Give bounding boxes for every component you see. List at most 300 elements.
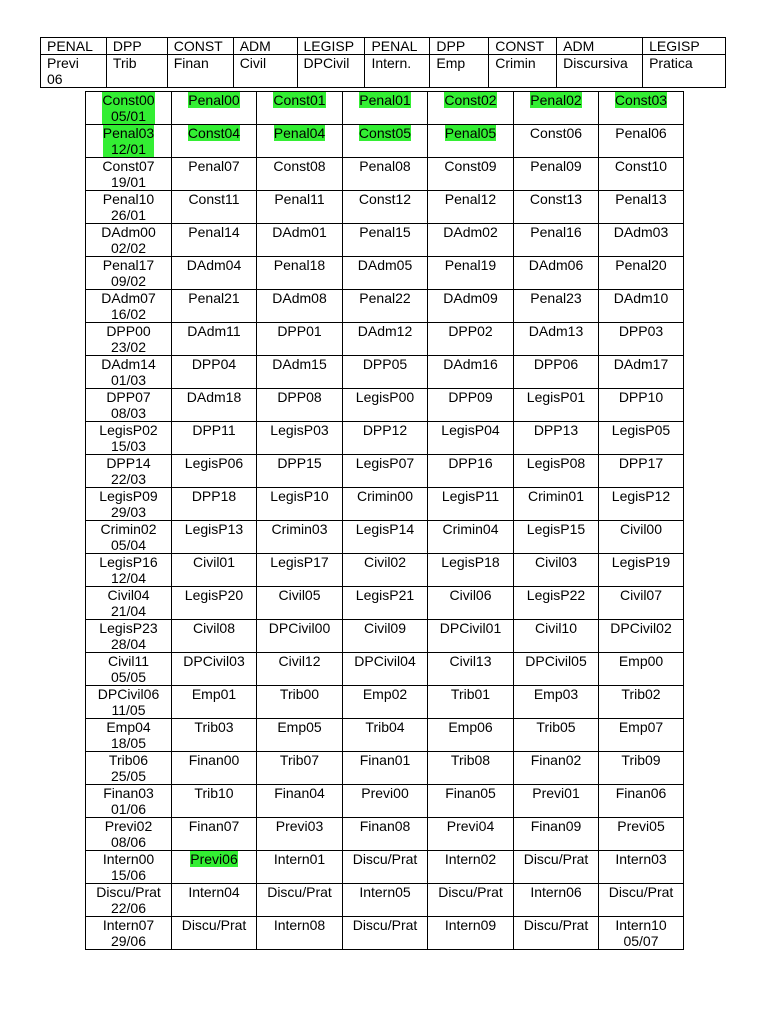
lesson-label: Emp06 (448, 719, 493, 735)
schedule-cell (428, 323, 514, 356)
schedule-row (86, 455, 684, 488)
schedule-cell (343, 620, 428, 653)
schedule-cell (257, 686, 343, 719)
schedule-cell (514, 521, 599, 554)
lesson-label: DPCivil00 (268, 620, 331, 636)
header-secondary-cell (557, 55, 643, 88)
header-secondary-text: Crimin (495, 55, 536, 71)
lesson-label: Discu/Prat (523, 851, 589, 867)
schedule-row (86, 92, 684, 125)
lesson-label: Const00 (102, 92, 155, 108)
lesson-label: LegisP11 (441, 488, 500, 504)
lesson-label: LegisP21 (355, 587, 415, 603)
lesson-label: DAdm10 (613, 290, 669, 306)
lesson-label: DAdm09 (443, 290, 498, 306)
lesson-label: LegisP08 (526, 455, 586, 471)
lesson-label: DPP14 (106, 455, 151, 471)
header-subject-cell: PENAL (41, 38, 107, 55)
schedule-cell (257, 521, 343, 554)
header-subject-cell: ADM (557, 38, 643, 55)
schedule-row (86, 356, 684, 389)
lesson-label: Previ05 (617, 818, 665, 834)
week-date: 22/03 (110, 471, 147, 487)
schedule-cell (514, 917, 599, 950)
header-secondary-cell (41, 55, 107, 88)
schedule-cell (514, 356, 599, 389)
lesson-label: DAdm17 (613, 356, 669, 372)
lesson-label: Civil12 (278, 653, 321, 669)
lesson-label: LegisP13 (184, 521, 244, 537)
schedule-cell (599, 422, 684, 455)
lesson-label: Penal15 (359, 224, 411, 240)
week-date: 02/02 (110, 240, 147, 256)
schedule-cell (428, 356, 514, 389)
lesson-label: Const12 (358, 191, 412, 207)
week-date: 05/04 (110, 537, 147, 553)
schedule-row (86, 488, 684, 521)
lesson-label: DPP00 (106, 323, 151, 339)
lesson-label: DAdm15 (272, 356, 327, 372)
lesson-label: Trib10 (194, 785, 234, 801)
lesson-label: LegisP02 (99, 422, 158, 438)
schedule-cell (86, 191, 172, 224)
schedule-cell (86, 587, 172, 620)
schedule-cell (257, 752, 343, 785)
schedule-cell (86, 719, 172, 752)
lesson-label: Intern09 (444, 917, 497, 933)
schedule-cell (257, 422, 343, 455)
schedule-cell (257, 356, 343, 389)
schedule-row (86, 191, 684, 224)
schedule-cell (257, 620, 343, 653)
lesson-label: Finan09 (530, 818, 582, 834)
week-date: 29/06 (110, 933, 147, 949)
lesson-label: Const07 (102, 158, 155, 174)
lesson-label: Penal08 (359, 158, 411, 174)
schedule-cell (257, 92, 343, 125)
lesson-label: DAdm14 (101, 356, 156, 372)
lesson-label: DPP08 (277, 389, 322, 405)
schedule-cell (86, 158, 172, 191)
lesson-label: DPP04 (191, 356, 237, 372)
lesson-label: DPP01 (277, 323, 322, 339)
schedule-cell (514, 884, 599, 917)
lesson-label: Civil11 (108, 653, 149, 669)
lesson-label: Finan06 (615, 785, 667, 801)
lesson-label: Civil02 (363, 554, 406, 570)
lesson-label: DPP07 (106, 389, 151, 405)
lesson-label: Civil09 (363, 620, 406, 636)
schedule-cell (599, 488, 684, 521)
schedule-cell (343, 356, 428, 389)
lesson-label: Const13 (529, 191, 583, 207)
week-date: 01/03 (110, 372, 147, 388)
lesson-label: Discu/Prat (352, 851, 418, 867)
schedule-cell (257, 455, 343, 488)
schedule-cell (343, 125, 428, 158)
schedule-cell (514, 191, 599, 224)
lesson-label: Penal04 (273, 125, 326, 141)
schedule-cell (172, 191, 257, 224)
lesson-label: Finan07 (188, 818, 240, 834)
header-subject-cell: PENAL (365, 38, 430, 55)
schedule-row (86, 917, 684, 950)
lesson-label: Trib08 (450, 752, 491, 768)
schedule-cell (428, 389, 514, 422)
schedule-cell (257, 125, 343, 158)
schedule-cell (428, 125, 514, 158)
schedule-cell (172, 719, 257, 752)
schedule-cell (514, 488, 599, 521)
lesson-label: Discu/Prat (267, 884, 332, 900)
header-secondary-cell (365, 55, 430, 88)
schedule-cell (599, 719, 684, 752)
lesson-label: DAdm18 (186, 389, 242, 405)
schedule-cell (599, 224, 684, 257)
lesson-label: Penal01 (359, 92, 411, 108)
lesson-label: Trib01 (450, 686, 491, 702)
lesson-label: Emp00 (618, 653, 664, 669)
schedule-cell (86, 917, 172, 950)
lesson-label: Penal06 (615, 125, 667, 141)
lesson-label: Civil03 (534, 554, 577, 570)
schedule-cell (428, 785, 514, 818)
lesson-label: Discu/Prat (96, 884, 161, 900)
schedule-cell (514, 818, 599, 851)
schedule-cell (86, 521, 172, 554)
lesson-label: Const08 (273, 158, 326, 174)
schedule-cell (514, 752, 599, 785)
schedule-cell (514, 785, 599, 818)
schedule-cell (257, 917, 343, 950)
header-subject-cell: ADM (233, 38, 297, 55)
schedule-cell (428, 488, 514, 521)
schedule-cell (343, 422, 428, 455)
schedule-cell (428, 884, 514, 917)
lesson-label: LegisP05 (611, 422, 671, 438)
lesson-label: Trib02 (621, 686, 661, 702)
header-secondary-text: Trib (112, 55, 137, 71)
lesson-label: LegisP06 (184, 455, 244, 471)
schedule-cell (599, 455, 684, 488)
schedule-cell (343, 851, 428, 884)
lesson-label: Emp04 (106, 719, 151, 735)
lesson-label: Trib09 (621, 752, 661, 768)
lesson-label: LegisP14 (355, 521, 415, 537)
lesson-label: Emp03 (533, 686, 579, 702)
schedule-row (86, 587, 684, 620)
schedule-cell (257, 224, 343, 257)
schedule-cell (428, 719, 514, 752)
schedule-cell (172, 620, 257, 653)
schedule-cell (428, 620, 514, 653)
schedule-cell (599, 620, 684, 653)
schedule-row (86, 686, 684, 719)
week-date: 18/05 (110, 735, 147, 751)
lesson-label: Trib06 (108, 752, 149, 768)
lesson-label: Emp07 (618, 719, 664, 735)
schedule-cell (172, 917, 257, 950)
lesson-label: DPP03 (618, 323, 664, 339)
header-secondary-cell (297, 55, 365, 88)
lesson-label: Intern06 (530, 884, 582, 900)
lesson-label: Intern02 (444, 851, 497, 867)
schedule-cell (343, 224, 428, 257)
lesson-label: Const09 (444, 158, 497, 174)
lesson-label: Trib07 (279, 752, 320, 768)
header-subjects-row (41, 38, 726, 55)
lesson-label: DAdm08 (272, 290, 327, 306)
header-subject-cell: DPP (430, 38, 489, 55)
week-date: 05/07 (623, 933, 659, 949)
schedule-cell (343, 653, 428, 686)
week-date: 12/04 (110, 570, 147, 586)
week-date: 01/06 (110, 801, 147, 817)
lesson-label: Trib00 (279, 686, 320, 702)
schedule-cell (172, 92, 257, 125)
header-secondary-text: Pratica (649, 55, 693, 71)
schedule-cell (599, 917, 684, 950)
lesson-label: Penal02 (530, 92, 582, 108)
schedule-cell (86, 653, 172, 686)
lesson-label: Previ00 (361, 785, 409, 801)
schedule-cell (343, 92, 428, 125)
lesson-label: Finan05 (445, 785, 496, 801)
lesson-label: Previ04 (446, 818, 495, 834)
schedule-row (86, 752, 684, 785)
schedule-cell (257, 290, 343, 323)
week-date: 12/01 (110, 141, 147, 157)
lesson-label: Const02 (444, 92, 497, 108)
header-secondary-text: Emp (436, 55, 466, 71)
schedule-cell (343, 752, 428, 785)
header-secondary-cell (233, 55, 297, 88)
schedule-row (86, 125, 684, 158)
week-date: 15/03 (110, 438, 147, 454)
schedule-cell (599, 752, 684, 785)
lesson-label: Civil06 (449, 587, 492, 603)
schedule-cell (257, 554, 343, 587)
lesson-label: Civil00 (619, 521, 662, 537)
schedule-cell (428, 851, 514, 884)
schedule-cell (599, 356, 684, 389)
schedule-cell (343, 785, 428, 818)
week-date: 05/01 (110, 108, 147, 124)
header-subject-cell: CONST (489, 38, 557, 55)
schedule-cell (86, 851, 172, 884)
header-secondary-cell (430, 55, 489, 88)
week-date: 08/06 (110, 834, 147, 850)
schedule-cell (343, 158, 428, 191)
lesson-label: Const11 (188, 191, 240, 207)
schedule-cell (172, 752, 257, 785)
header-secondary-text: Civil (239, 55, 267, 71)
schedule-cell (343, 521, 428, 554)
lesson-label: DAdm16 (443, 356, 498, 372)
schedule-cell (428, 92, 514, 125)
lesson-label: Penal07 (188, 158, 240, 174)
schedule-cell (172, 521, 257, 554)
lesson-label: LegisP03 (270, 422, 329, 438)
schedule-cell (172, 290, 257, 323)
lesson-label: Const05 (358, 125, 412, 141)
lesson-label: Civil13 (449, 653, 492, 669)
lesson-label: Penal14 (188, 224, 240, 240)
lesson-label: Penal17 (102, 257, 155, 273)
lesson-label: Civil04 (107, 587, 150, 603)
schedule-cell (514, 455, 599, 488)
schedule-cell (172, 389, 257, 422)
schedule-cell (514, 92, 599, 125)
week-date: 28/04 (110, 636, 147, 652)
week-date: 21/04 (110, 603, 147, 619)
lesson-label: Penal05 (444, 125, 497, 141)
schedule-cell (428, 917, 514, 950)
schedule-row (86, 257, 684, 290)
schedule-cell (86, 455, 172, 488)
schedule-cell (428, 587, 514, 620)
lesson-label: LegisP09 (99, 488, 158, 504)
lesson-label: LegisP04 (441, 422, 500, 438)
lesson-label: DPP13 (533, 422, 579, 438)
schedule-cell (172, 158, 257, 191)
schedule-cell (172, 554, 257, 587)
schedule-cell (599, 785, 684, 818)
schedule-cell (86, 125, 172, 158)
lesson-label: Discu/Prat (523, 917, 589, 933)
lesson-label: LegisP17 (270, 554, 329, 570)
lesson-label: Penal19 (444, 257, 497, 273)
lesson-label: DPP17 (618, 455, 664, 471)
week-date: 05/05 (110, 669, 147, 685)
schedule-cell (428, 686, 514, 719)
lesson-label: Const01 (273, 92, 326, 108)
schedule-cell (86, 422, 172, 455)
lesson-label: DAdm04 (186, 257, 242, 273)
subject-header-table (40, 37, 726, 88)
lesson-label: Penal11 (274, 191, 325, 207)
lesson-label: Penal20 (615, 257, 667, 273)
schedule-cell (428, 653, 514, 686)
lesson-label: LegisP22 (526, 587, 586, 603)
schedule-cell (514, 224, 599, 257)
schedule-cell (514, 554, 599, 587)
schedule-row (86, 620, 684, 653)
lesson-label: DAdm07 (101, 290, 156, 306)
lesson-label: LegisP07 (355, 455, 415, 471)
schedule-cell (514, 290, 599, 323)
schedule-cell (428, 191, 514, 224)
schedule-row (86, 389, 684, 422)
lesson-label: DAdm00 (101, 224, 156, 240)
schedule-cell (172, 686, 257, 719)
lesson-label: Finan00 (188, 752, 240, 768)
schedule-cell (343, 455, 428, 488)
lesson-label: Intern05 (359, 884, 411, 900)
schedule-cell (343, 818, 428, 851)
schedule-cell (257, 323, 343, 356)
schedule-cell (599, 389, 684, 422)
lesson-label: LegisP15 (526, 521, 586, 537)
lesson-label: Penal23 (530, 290, 582, 306)
lesson-label: Previ01 (532, 785, 580, 801)
lesson-label: Civil08 (192, 620, 235, 636)
schedule-cell (343, 686, 428, 719)
schedule-cell (172, 257, 257, 290)
schedule-cell (86, 290, 172, 323)
schedule-row (86, 785, 684, 818)
schedule-cell (514, 389, 599, 422)
lesson-label: DPP05 (362, 356, 408, 372)
lesson-label: Intern01 (273, 851, 326, 867)
lesson-label: Emp05 (277, 719, 322, 735)
lesson-label: DAdm01 (272, 224, 327, 240)
lesson-label: Crimin01 (527, 488, 584, 504)
lesson-label: Finan03 (103, 785, 154, 801)
header-subject-cell: CONST (167, 38, 233, 55)
schedule-cell (599, 653, 684, 686)
schedule-cell (257, 851, 343, 884)
schedule-cell (514, 587, 599, 620)
schedule-cell (257, 785, 343, 818)
week-date: 11/05 (111, 702, 146, 718)
schedule-cell (514, 422, 599, 455)
schedule-cell (172, 488, 257, 521)
lesson-label: DPCivil06 (97, 686, 160, 702)
lesson-label: Crimin03 (271, 521, 328, 537)
header-secondary-text: DPCivil (303, 55, 350, 71)
schedule-cell (86, 686, 172, 719)
lesson-label: LegisP18 (441, 554, 500, 570)
schedule-cell (343, 257, 428, 290)
lesson-label: Const06 (529, 125, 583, 141)
schedule-cell (257, 389, 343, 422)
lesson-label: Crimin02 (100, 521, 157, 537)
lesson-label: Penal12 (444, 191, 497, 207)
schedule-cell (599, 851, 684, 884)
schedule-cell (428, 818, 514, 851)
header-secondary-text: Discursiva (563, 55, 628, 71)
schedule-cell (343, 917, 428, 950)
schedule-row (86, 884, 684, 917)
lesson-label: Crimin04 (442, 521, 499, 537)
schedule-row (86, 653, 684, 686)
lesson-label: Penal10 (102, 191, 155, 207)
schedule-cell (343, 884, 428, 917)
schedule-cell (428, 455, 514, 488)
schedule-cell (428, 521, 514, 554)
schedule-cell (86, 785, 172, 818)
week-date: 19/01 (110, 174, 147, 190)
lesson-label: Discu/Prat (608, 884, 674, 900)
schedule-cell (599, 125, 684, 158)
schedule-cell (343, 488, 428, 521)
schedule-cell (172, 125, 257, 158)
schedule-row (86, 158, 684, 191)
lesson-label: Previ06 (190, 851, 238, 867)
schedule-cell (514, 323, 599, 356)
schedule-cell (86, 356, 172, 389)
schedule-cell (514, 851, 599, 884)
lesson-label: LegisP20 (184, 587, 244, 603)
lesson-label: Const04 (187, 125, 241, 141)
schedule-cell (514, 125, 599, 158)
lesson-label: Civil10 (534, 620, 577, 636)
lesson-label: Finan04 (274, 785, 325, 801)
lesson-label: LegisP19 (611, 554, 671, 570)
lesson-label: Emp02 (362, 686, 408, 702)
schedule-row (86, 719, 684, 752)
